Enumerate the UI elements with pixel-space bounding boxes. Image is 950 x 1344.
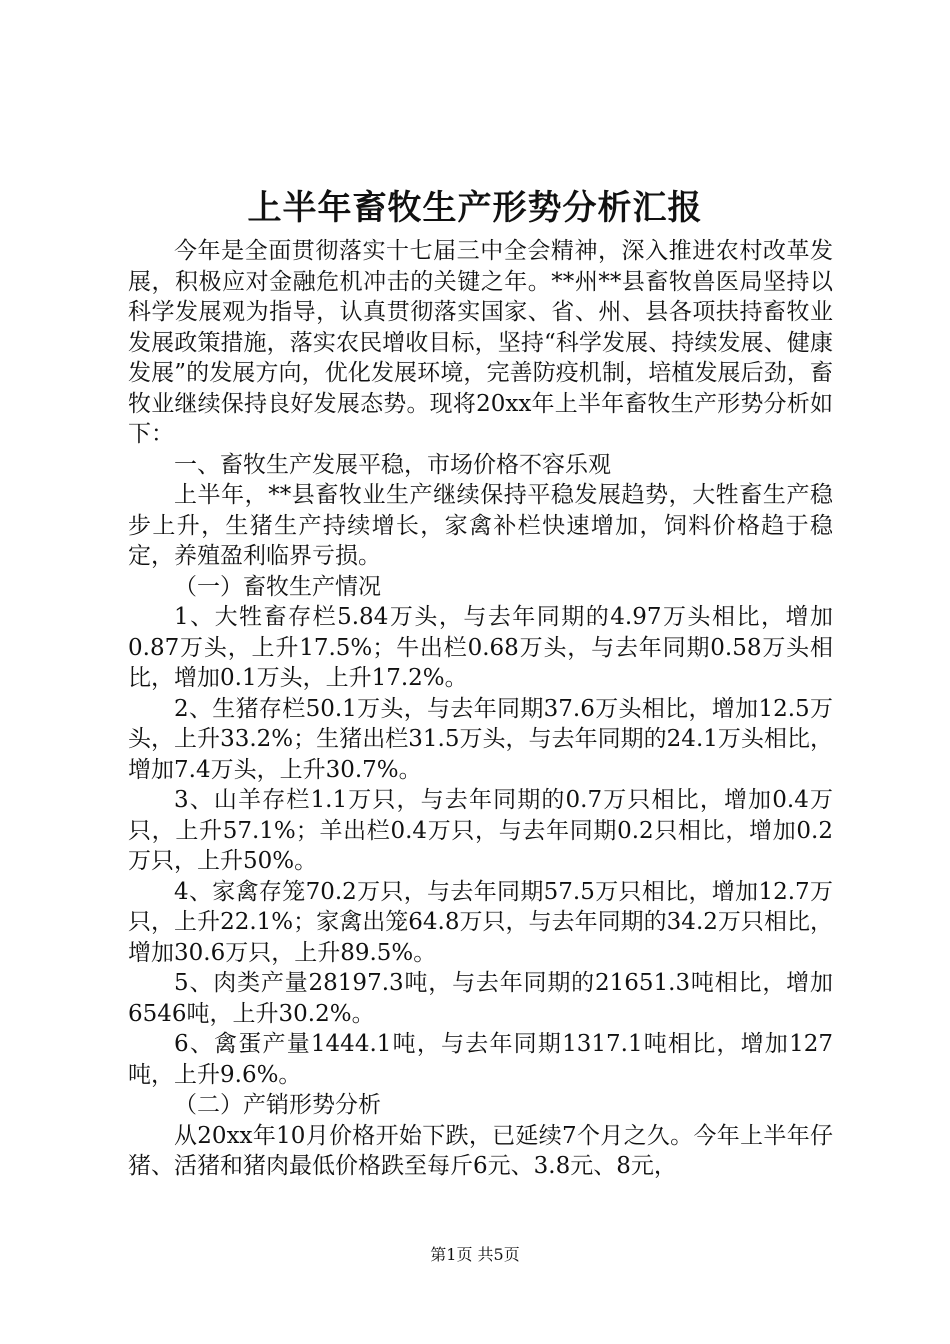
document-body xyxy=(128,236,833,1182)
item-5-paragraph: 5、肉类产量28197.3吨，与去年同期的21651.3吨相比，增加6546吨，上升30.2%。 xyxy=(128,970,833,1027)
section-heading-1: 一、畜牧生产发展平稳，市场价格不容乐观 xyxy=(174,451,611,478)
item-6-paragraph: 6、禽蛋产量1444.1吨，与去年同期1317.1吨相比，增加127吨，上升9.6%。 xyxy=(128,1031,833,1088)
subsection-heading-1: （一）畜牧生产情况 xyxy=(174,573,381,600)
item-2-paragraph: 2、生猪存栏50.1万头，与去年同期37.6万头相比，增加12.5万头，上升33.2%；生猪出栏31.5万头，与去年同期的24.1万头相比，增加7.4万头，上升30.7%。 xyxy=(128,695,833,783)
document-title: 上半年畜牧生产形势分析汇报 xyxy=(247,188,703,228)
intro-paragraph: 今年是全面贯彻落实十七届三中全会精神，深入推进农村改革发展，积极应对金融危机冲击的关键之年。**州**县畜牧兽医局坚持以科学发展观为指导，认真贯彻落实国家、省、州、县各项扶持畜牧业发展政策措施，落实农民增收目标，坚持“科学发展、持续发展、健康发展”的发展方向，优化发展环境，完善防疫机制，培植发展后劲，畜牧业继续保持良好发展态势。现将20xx年上半年畜牧生产形势分析如下： xyxy=(128,238,833,447)
item-1-paragraph: 1、大牲畜存栏5.84万头，与去年同期的4.97万头相比，增加0.87万头，上升17.5%；牛出栏0.68万头，与去年同期0.58万头相比，增加0.1万头，上升17.2%。 xyxy=(128,604,833,691)
section-1-paragraph: 上半年，**县畜牧业生产继续保持平稳发展趋势，大牲畜生产稳步上升，生猪生产持续增长，家禽补栏快速增加，饲料价格趋于稳定，养殖盈利临界亏损。 xyxy=(128,482,833,569)
page-number-footer: 第1页 共5页 xyxy=(430,1245,520,1264)
market-analysis-paragraph: 从20xx年10月价格开始下跌，已延续7个月之久。今年上半年仔猪、活猪和猪肉最低价格跌至每斤6元、3.8元、8元， xyxy=(128,1122,833,1179)
item-4-paragraph: 4、家禽存笼70.2万只，与去年同期57.5万只相比，增加12.7万只，上升22.1%；家禽出笼64.8万只，与去年同期的34.2万只相比，增加30.6万只，上升89.5%。 xyxy=(128,878,833,966)
item-3-paragraph: 3、山羊存栏1.1万只，与去年同期的0.7万只相比，增加0.4万只，上升57.1%；羊出栏0.4万只，与去年同期0.2只相比，增加0.2万只，上升50%。 xyxy=(128,787,833,874)
subsection-heading-2: （二）产销形势分析 xyxy=(174,1092,381,1118)
